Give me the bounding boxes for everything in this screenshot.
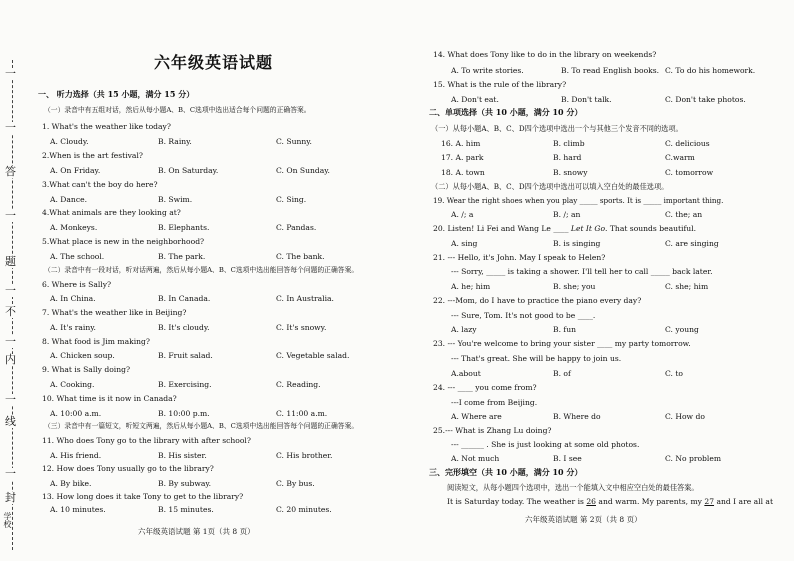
option-a: A. Cloudy.	[50, 137, 89, 146]
option-b: B. fun	[553, 325, 577, 334]
passage-text: It is Saturday today. The weather is	[447, 497, 587, 506]
question-reply: --- Sorry, _____ is taking a shower. I'll tell her to call _____ back later.	[451, 267, 713, 276]
option-a: A. Don't eat.	[451, 95, 499, 104]
seal-char: 封	[5, 491, 16, 504]
option-c: C. No problem	[665, 454, 722, 463]
question-reply: ---I come from Beijing.	[451, 398, 538, 407]
question-stem: 14. What does Tony like to do in the library on weekends?	[433, 50, 657, 59]
option-c: C. Sunny.	[276, 137, 312, 146]
option-a: A. His friend.	[50, 451, 102, 460]
option-a: 16. A. him	[441, 139, 481, 148]
option-c: C. Don't take photos.	[665, 95, 746, 104]
option-a: A.about	[451, 369, 481, 378]
option-a: 18. A. town	[441, 168, 485, 177]
seal-char: 内	[5, 353, 16, 366]
option-b: B. of	[553, 369, 571, 378]
option-a: A. 10 minutes.	[50, 505, 106, 514]
option-c: C. By bus.	[276, 479, 315, 488]
option-c: C. tomorrow	[665, 168, 714, 177]
binding-margin	[0, 60, 26, 550]
option-b: B. I see	[553, 454, 582, 463]
option-b: B. Swim.	[158, 195, 193, 204]
option-c: C. Reading.	[276, 380, 321, 389]
instruction-part1: （一）录音中有五组对话，然后从每小题A、B、C选项中选出适合每个问题的正确答案。	[44, 106, 311, 114]
option-a: A. he; him	[451, 282, 491, 291]
question-stem: 3.What can't the boy do here?	[42, 180, 158, 189]
stem-text: 20. Listen! Li Fei and Wang Le ____	[433, 224, 571, 233]
instruction-cloze: 阅读短文，从每小题四个选项中，选出一个能填入文中相应空白处的最佳答案。	[447, 483, 699, 492]
instruction-fill-blank: （二）从每小题A、B、C、D四个选项中选出可以填入空白处的最佳选项。	[431, 182, 669, 191]
option-b: B. /; an	[553, 210, 581, 219]
option-c: C. the; an	[665, 210, 703, 219]
option-b: B. To read English books.	[561, 66, 660, 75]
seal-char: 一	[5, 121, 16, 134]
seal-char: 一	[5, 467, 16, 480]
seal-char: 线	[5, 415, 16, 428]
option-a: A. It's rainy.	[50, 323, 96, 332]
question-stem: 8. What food is Jim making?	[42, 337, 150, 346]
passage-text: and I are all at	[714, 497, 773, 506]
song-title: Let It Go	[570, 224, 606, 233]
page-2	[425, 0, 787, 561]
option-c: C. His brother.	[276, 451, 333, 460]
question-stem: 11. Who does Tony go to the library with after school?	[42, 436, 251, 445]
option-b: B. she; you	[553, 282, 596, 291]
question-stem	[433, 224, 696, 233]
seal-char: 答	[5, 165, 16, 178]
option-a: A. In China.	[50, 294, 96, 303]
question-stem: 12. How does Tony usually go to the library?	[42, 464, 214, 473]
option-b: B. Exercising.	[158, 380, 212, 389]
option-a: A. The school.	[50, 252, 105, 261]
option-a: A. Chicken soup.	[50, 351, 115, 360]
option-a: A. Where are	[451, 412, 502, 421]
option-b: B. His sister.	[158, 451, 207, 460]
seal-char: 一	[5, 67, 16, 80]
question-stem: 13. How long does it take Tony to get to the library?	[42, 492, 244, 501]
question-stem: 10. What time is it now in Canada?	[42, 394, 177, 403]
option-b: B. In Canada.	[158, 294, 211, 303]
option-a: A. By bike.	[50, 479, 92, 488]
section-single-choice-heading: 二、单项选择（共 10 小题，满分 10 分）	[429, 107, 583, 117]
page-footer: 六年级英语试题 第 2页（共 8 页）	[525, 515, 642, 524]
question-reply: --- That's great. She will be happy to join us.	[451, 354, 622, 363]
option-c: C.warm	[665, 153, 695, 162]
option-c: C. she; him	[665, 282, 709, 291]
instruction-part3: （三）录音中有一篇短文，听短文两遍，然后从每小题A、B、C选项中选出能回答每个问题的正确答案。	[44, 422, 359, 430]
seal-char: 一	[5, 209, 16, 222]
section-cloze-heading: 三、完形填空（共 10 小题，满分 10 分）	[429, 467, 583, 477]
option-b: B. climb	[553, 139, 585, 148]
instruction-phonics: （一）从每小题A、B、C、D四个选项中选出一个与其他三个发音不同的选项。	[431, 124, 683, 133]
option-c: C. to	[665, 369, 683, 378]
option-b: B. hard	[553, 153, 582, 162]
option-b: B. Don't talk.	[561, 95, 612, 104]
question-stem: 4.What animals are they looking at?	[42, 208, 181, 217]
option-b: B. It's cloudy.	[158, 323, 210, 332]
option-c: C. 11:00 a.m.	[276, 409, 328, 418]
school-label: 学校	[3, 512, 12, 528]
page-1	[34, 0, 410, 561]
question-stem: 1. What's the weather like today?	[42, 122, 171, 131]
question-stem: 23. --- You're welcome to bring your sister ____ my party tomorrow.	[433, 339, 691, 348]
option-b: B. On Saturday.	[158, 166, 219, 175]
question-stem: 9. What is Sally doing?	[42, 365, 131, 374]
option-c: C. Sing.	[276, 195, 307, 204]
option-c: C. delicious	[665, 139, 710, 148]
option-a: A. Cooking.	[50, 380, 95, 389]
stem-text: . That sounds beautiful.	[605, 224, 697, 233]
question-stem: 7. What's the weather like in Beijing?	[42, 308, 187, 317]
passage-text: and warm. My parents, my	[596, 497, 705, 506]
option-b: B. Rainy.	[158, 137, 192, 146]
blank-26: 26	[586, 497, 596, 506]
option-c: C. The bank.	[276, 252, 325, 261]
question-stem: 2.When is the art festival?	[42, 151, 143, 160]
option-c: C. 20 minutes.	[276, 505, 332, 514]
option-c: C. young	[665, 325, 699, 334]
option-c: C. How do	[665, 412, 705, 421]
question-stem: 25.--- What is Zhang Lu doing?	[433, 426, 552, 435]
option-a: A. Monkeys.	[50, 223, 98, 232]
option-b: B. 15 minutes.	[158, 505, 214, 514]
option-c: C. It's snowy.	[276, 323, 327, 332]
instruction-part2: （二）录音中有一段对话，听对话两遍，然后从每小题A、B、C选项中选出能回答每个问题的正确答案。	[44, 266, 359, 274]
question-reply: --- Sure, Tom. It's not good to be ____.	[451, 311, 596, 320]
seal-char: 一	[5, 284, 16, 297]
option-a: A. /; a	[451, 210, 474, 219]
option-a: A. 10:00 a.m.	[50, 409, 102, 418]
option-b: B. Elephants.	[158, 223, 210, 232]
seal-char: 不	[5, 305, 16, 318]
question-stem: 24. --- ____ you come from?	[433, 383, 537, 392]
option-c: C. Vegetable salad.	[276, 351, 350, 360]
option-c: C. In Australia.	[276, 294, 334, 303]
option-c: C. To do his homework.	[665, 66, 756, 75]
cloze-passage	[447, 497, 773, 506]
option-b: B. Where do	[553, 412, 601, 421]
option-a: A. On Friday.	[50, 166, 101, 175]
option-a: A. To write stories.	[451, 66, 524, 75]
seal-char: 题	[5, 255, 16, 268]
option-b: B. is singing	[553, 239, 601, 248]
question-stem: 15. What is the rule of the library?	[433, 80, 567, 89]
exam-title: 六年级英语试题	[154, 53, 274, 72]
page-footer: 六年级英语试题 第 1页（共 8 页）	[138, 527, 255, 536]
option-b: B. 10:00 p.m.	[158, 409, 210, 418]
question-stem: 22. ---Mom, do I have to practice the piano every day?	[433, 296, 642, 305]
question-stem: 5.What place is new in the neighborhood?	[42, 237, 205, 246]
seal-char: 一	[5, 335, 16, 348]
option-c: C. are singing	[665, 239, 719, 248]
blank-27: 27	[704, 497, 715, 506]
option-b: B. Fruit salad.	[158, 351, 213, 360]
option-a: A. sing	[451, 239, 478, 248]
option-c: C. On Sunday.	[276, 166, 330, 175]
section-listening-heading: 一、 听力选择（共 15 小题，满分 15 分）	[38, 89, 195, 99]
question-stem: 21. --- Hello, it's John. May I speak to Helen?	[433, 253, 606, 262]
option-b: B. By subway.	[158, 479, 212, 488]
option-a: A. Not much	[451, 454, 500, 463]
seal-char: 一	[5, 393, 16, 406]
question-stem: 19. Wear the right shoes when you play _____ sports. It is _____ important thing.	[433, 196, 724, 205]
option-a: A. lazy	[451, 325, 477, 334]
option-a: A. Dance.	[50, 195, 87, 204]
option-c: C. Pandas.	[276, 223, 317, 232]
option-b: B. snowy	[553, 168, 588, 177]
option-b: B. The park.	[158, 252, 206, 261]
option-a: 17. A. park	[441, 153, 484, 162]
question-stem: 6. Where is Sally?	[42, 280, 112, 289]
question-reply: --- ______ . She is just looking at some old photos.	[451, 440, 640, 449]
